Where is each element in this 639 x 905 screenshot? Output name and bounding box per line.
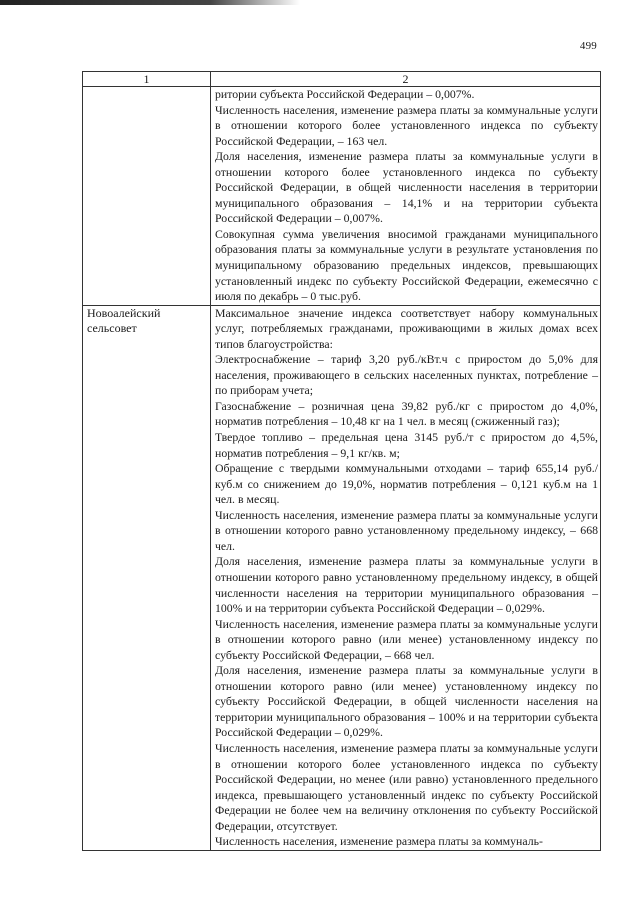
column-header-1: 1 xyxy=(83,72,211,87)
description-cell xyxy=(211,87,601,306)
table-row xyxy=(83,87,601,306)
paragraph: Совокупная сумма увеличения вносимой гражданами муниципального образования платы за коммунальные услуги в результате установления по муниципальному образованию предельных индексов, превышающих установленный индекс по субъекту Российской Федерации, ежемесячно с июля по декабрь – 0 тыс.руб. xyxy=(215,226,598,304)
table-row xyxy=(83,305,601,850)
municipality-name-cell xyxy=(83,87,211,306)
municipality-name-cell: Новоалейский сельсовет xyxy=(83,305,211,850)
paragraph: Доля населения, изменение размера платы за коммунальные услуги в отношении которого более установленного индекса по субъекту Российской Федерации, в общей численности населения в территории муниципального образования – 14,1% и на территории субъекта Российской Федерации – 0,007%. xyxy=(215,149,598,226)
page-number: 499 xyxy=(579,40,597,52)
paragraph: Численность населения, изменение размера платы за коммунальные услуги в отношении которого более установленного индекса по субъекту Российской Федерации, – 163 чел. xyxy=(215,102,598,148)
document-table xyxy=(82,71,601,851)
scan-edge-mark xyxy=(0,0,300,5)
column-header-2: 2 xyxy=(211,72,601,87)
paragraph: Максимальное значение индекса соответствует набору коммунальных услуг, потребляемых гражданами, проживающими в жилых домах всех типов благоустройства: xyxy=(215,305,598,351)
paragraph: Численность населения, изменение размера платы за коммунальные услуги в отношении которого равно установленному предельному индексу, – 668 чел. xyxy=(215,507,598,553)
paragraph: Численность населения, изменение размера платы за коммунальные услуги в отношении которого более установленного индекса по субъекту Российской Федерации, но менее (или равно) установленного предельного индекса, превышающего установленный индекс по субъекту Российской Федерации не более чем на величину отклонения по субъекту Российской Федерации, отсутствует. xyxy=(215,740,598,833)
paragraph: Доля населения, изменение размера платы за коммунальные услуги в отношении которого равно установленному предельному индексу, в общей численности населения на территории муниципального образования – 100% и на территории субъекта Российской Федерации – 0,029%. xyxy=(215,554,598,616)
paragraph: Обращение с твердыми коммунальными отходами – тариф 655,14 руб./куб.м со снижением до 19,0%, норматив потребления – 0,121 куб.м на 1 чел. в месяц. xyxy=(215,461,598,507)
paragraph: Численность населения, изменение размера платы за коммунальные услуги в отношении которого равно (или менее) установленному индексу по субъекту Российской Федерации, – 668 чел. xyxy=(215,616,598,662)
paragraph: Доля населения, изменение размера платы за коммунальные услуги в отношении которого равно (или менее) установленному индексу по субъекту Российской Федерации, в общей численности населения на территории муниципального образования – 100% и на территории субъекта Российской Федерации – 0,029%. xyxy=(215,663,598,740)
paragraph: Электроснабжение – тариф 3,20 руб./кВт.ч с приростом до 5,0% для населения, проживающего в сельских населенных пунктах, потребление – по приборам учета; xyxy=(215,352,598,398)
paragraph: ритории субъекта Российской Федерации – 0,007%. xyxy=(215,87,475,101)
paragraph: Газоснабжение – розничная цена 39,82 руб./кг с приростом до 4,0%, норматив потребления – 10,48 кг на 1 чел. в месяц (сжиженный газ); xyxy=(215,398,598,429)
description-cell xyxy=(211,305,601,850)
paragraph: Твердое топливо – предельная цена 3145 руб./т с приростом до 4,5%, норматив потребления – 9,1 кг/кв. м; xyxy=(215,430,598,460)
paragraph: Численность населения, изменение размера платы за коммуналь- xyxy=(215,834,543,849)
table-header-row xyxy=(83,72,601,87)
